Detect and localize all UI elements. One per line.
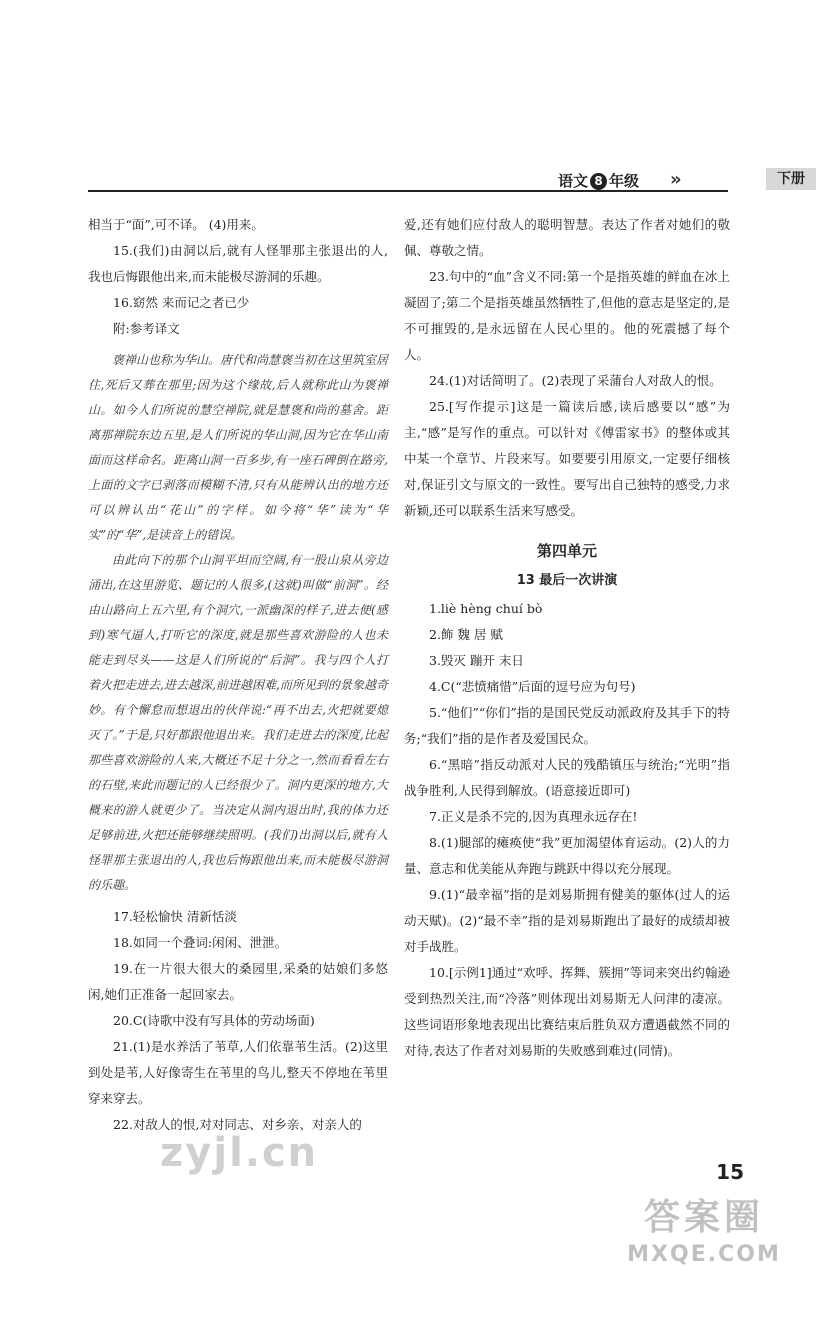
answer-item: 15.(我们)由洞以后,就有人怪罪那主张退出的人,我也后悔跟他出来,而未能极尽游洞的乐趣。	[88, 243, 388, 284]
answer-item: 2.飾 魏 居 赋	[429, 627, 503, 642]
answer-item: 20.C(诗歌中没有写具体的劳动场面)	[113, 1013, 315, 1028]
header-subject: 语文 8 年级	[558, 172, 640, 190]
answer-item: 19.在一片很大很大的桑园里,采桑的姑娘们多悠闲,她们正准备一起回家去。	[88, 961, 388, 1002]
page-header	[88, 168, 805, 192]
answer-item: 10.[示例1]通过“欢呼、挥舞、簇拥”等词来突出约翰逊受到热烈关注,而“冷落”则体现出刘易斯无人问津的凄凉。这些词语形象地表现出比赛结束后胜负双方遭遇截然不同的对待,表达了作者对刘易斯的失败感到难过(同情)。	[404, 965, 730, 1058]
answer-item: 6.“黑暗”指反动派对人民的残酷镇压与统治;“光明”指战争胜利,人民得到解放。(语意接近即可)	[404, 757, 730, 798]
reference-translation	[88, 348, 388, 898]
answer-item: 17.轻松愉快 清新恬淡	[113, 909, 237, 924]
left-column	[88, 212, 388, 1138]
page-number: 15	[716, 1160, 744, 1184]
answer-item: 附:参考译文	[113, 321, 180, 336]
answer-item: 16.窈然 来而记之者已少	[113, 295, 250, 310]
watermark-logo-text: 答案圈	[643, 1197, 764, 1238]
answer-item: 4.C(“悲愤痛惜”后面的逗号应为句号)	[429, 679, 636, 694]
double-chevron-icon: »	[670, 169, 676, 190]
grade-badge: 8	[590, 173, 607, 190]
lesson-title: 13 最后一次讲演	[516, 573, 618, 588]
answer-item: 7.正义是杀不完的,因为真理永远存在!	[429, 809, 638, 824]
header-rule	[88, 190, 728, 192]
watermark-right	[624, 1196, 784, 1270]
answer-item: 1.liè hèng chuí bò	[429, 601, 543, 616]
answer-item: 9.(1)“最幸福”指的是刘易斯拥有健美的躯体(过人的运动天赋)。(2)“最不幸”指的是刘易斯跑出了最好的成绩却被对手战胜。	[404, 887, 730, 954]
watermark-url: MXQE.COM	[627, 1242, 781, 1267]
answer-item: 23.句中的“血”含义不同:第一个是指英雄的鲜血在冰上凝固了;第二个是指英雄虽然牺牲了,但他的意志是坚定的,是不可摧毁的,是永远留在人民心里的。他的死震撼了每个人。	[404, 269, 730, 362]
answer-item: 5.“他们”“你们”指的是国民党反动派政府及其手下的特务;“我们”指的是作者及爱国民众。	[404, 705, 730, 746]
right-column	[404, 212, 730, 1064]
answer-item: 相当于“面”,可不译。 (4)用来。	[88, 217, 264, 232]
translation-paragraph: 由此向下的那个山洞平坦而空阔,有一股山泉从旁边涌出,在这里游览、题记的人很多,(这就)叫做“前洞”。经由山路向上五六里,有个洞穴,一派幽深的样子,进去便(感到)寒气逼人,打听它的深度,就是那些喜欢游险的人也未能走到尽头——这是人们所说的“后洞”。我与四个人打着火把走进去,进去越深,前进越困难,而所见到的景象越奇妙。有个懈怠而想退出的伙伴说:“再不出去,火把就要熄灭了。”于是,只好都跟他退出来。我们走进去的深度,比起那些喜欢游险的人来,大概还不足十分之一,然而看看左右的石壁,来此而题记的人已经很少了。洞内更深的地方,大概来的游人就更少了。当决定从洞内退出时,我的体力还足够前进,火把还能够继续照明。(我们)出洞以后,就有人怪罪那主张退出的人,我也后悔跟他出来,而未能极尽游洞的乐趣。	[88, 553, 388, 892]
header-volume: 下册	[766, 168, 816, 190]
answer-item: 22.对敌人的恨,对对同志、对乡亲、对亲人的	[113, 1117, 362, 1132]
unit-title: 第四单元	[536, 542, 597, 560]
answer-item: 3.毁灭 蹦开 末日	[429, 653, 524, 668]
answer-item: 8.(1)腿部的瘫痪使“我”更加渴望体育运动。(2)人的力量、意志和优美能从奔跑与跳跃中得以充分展现。	[404, 835, 730, 876]
answer-item: 爱,还有她们应付敌人的聪明智慧。表达了作者对她们的敬佩、尊敬之情。	[404, 217, 730, 258]
answer-item: 25.[写作提示]这是一篇读后感,读后感要以“感”为主,“感”是写作的重点。可以针对《傅雷家书》的整体或其中某一个章节、片段来写。如要要引用原文,一定要仔细核对,保证引文与原文的一致性。要写出自己独特的感受,力求新颖,还可以联系生活来写感受。	[404, 399, 730, 518]
translation-paragraph: 褒禅山也称为华山。唐代和尚慧褒当初在这里筑室居住,死后又葬在那里;因为这个缘故,后人就称此山为褒禅山。如今人们所说的慧空禅院,就是慧褒和尚的墓舍。距离那禅院东边五里,是人们所说的华山洞,因为它在华山南面而这样命名。距离山洞一百多步,有一座石碑倒在路旁,上面的文字已剥落而模糊不清,只有从能辨认出的地方还可以辨认出“花山”的字样。如今将“华”读为“华实”的“华”,是读音上的错误。	[88, 353, 389, 542]
answer-item: 21.(1)是水养活了苇草,人们依靠苇生活。(2)这里到处是苇,人好像寄生在苇里的鸟儿,整天不停地在苇里穿来穿去。	[88, 1039, 388, 1106]
watermark-left: zyjl.cn	[160, 1130, 319, 1176]
answer-item: 24.(1)对话简明了。(2)表现了采蒲台人对敌人的恨。	[429, 373, 722, 388]
answer-item: 18.如同一个叠词:闲闲、泄泄。	[113, 935, 288, 950]
